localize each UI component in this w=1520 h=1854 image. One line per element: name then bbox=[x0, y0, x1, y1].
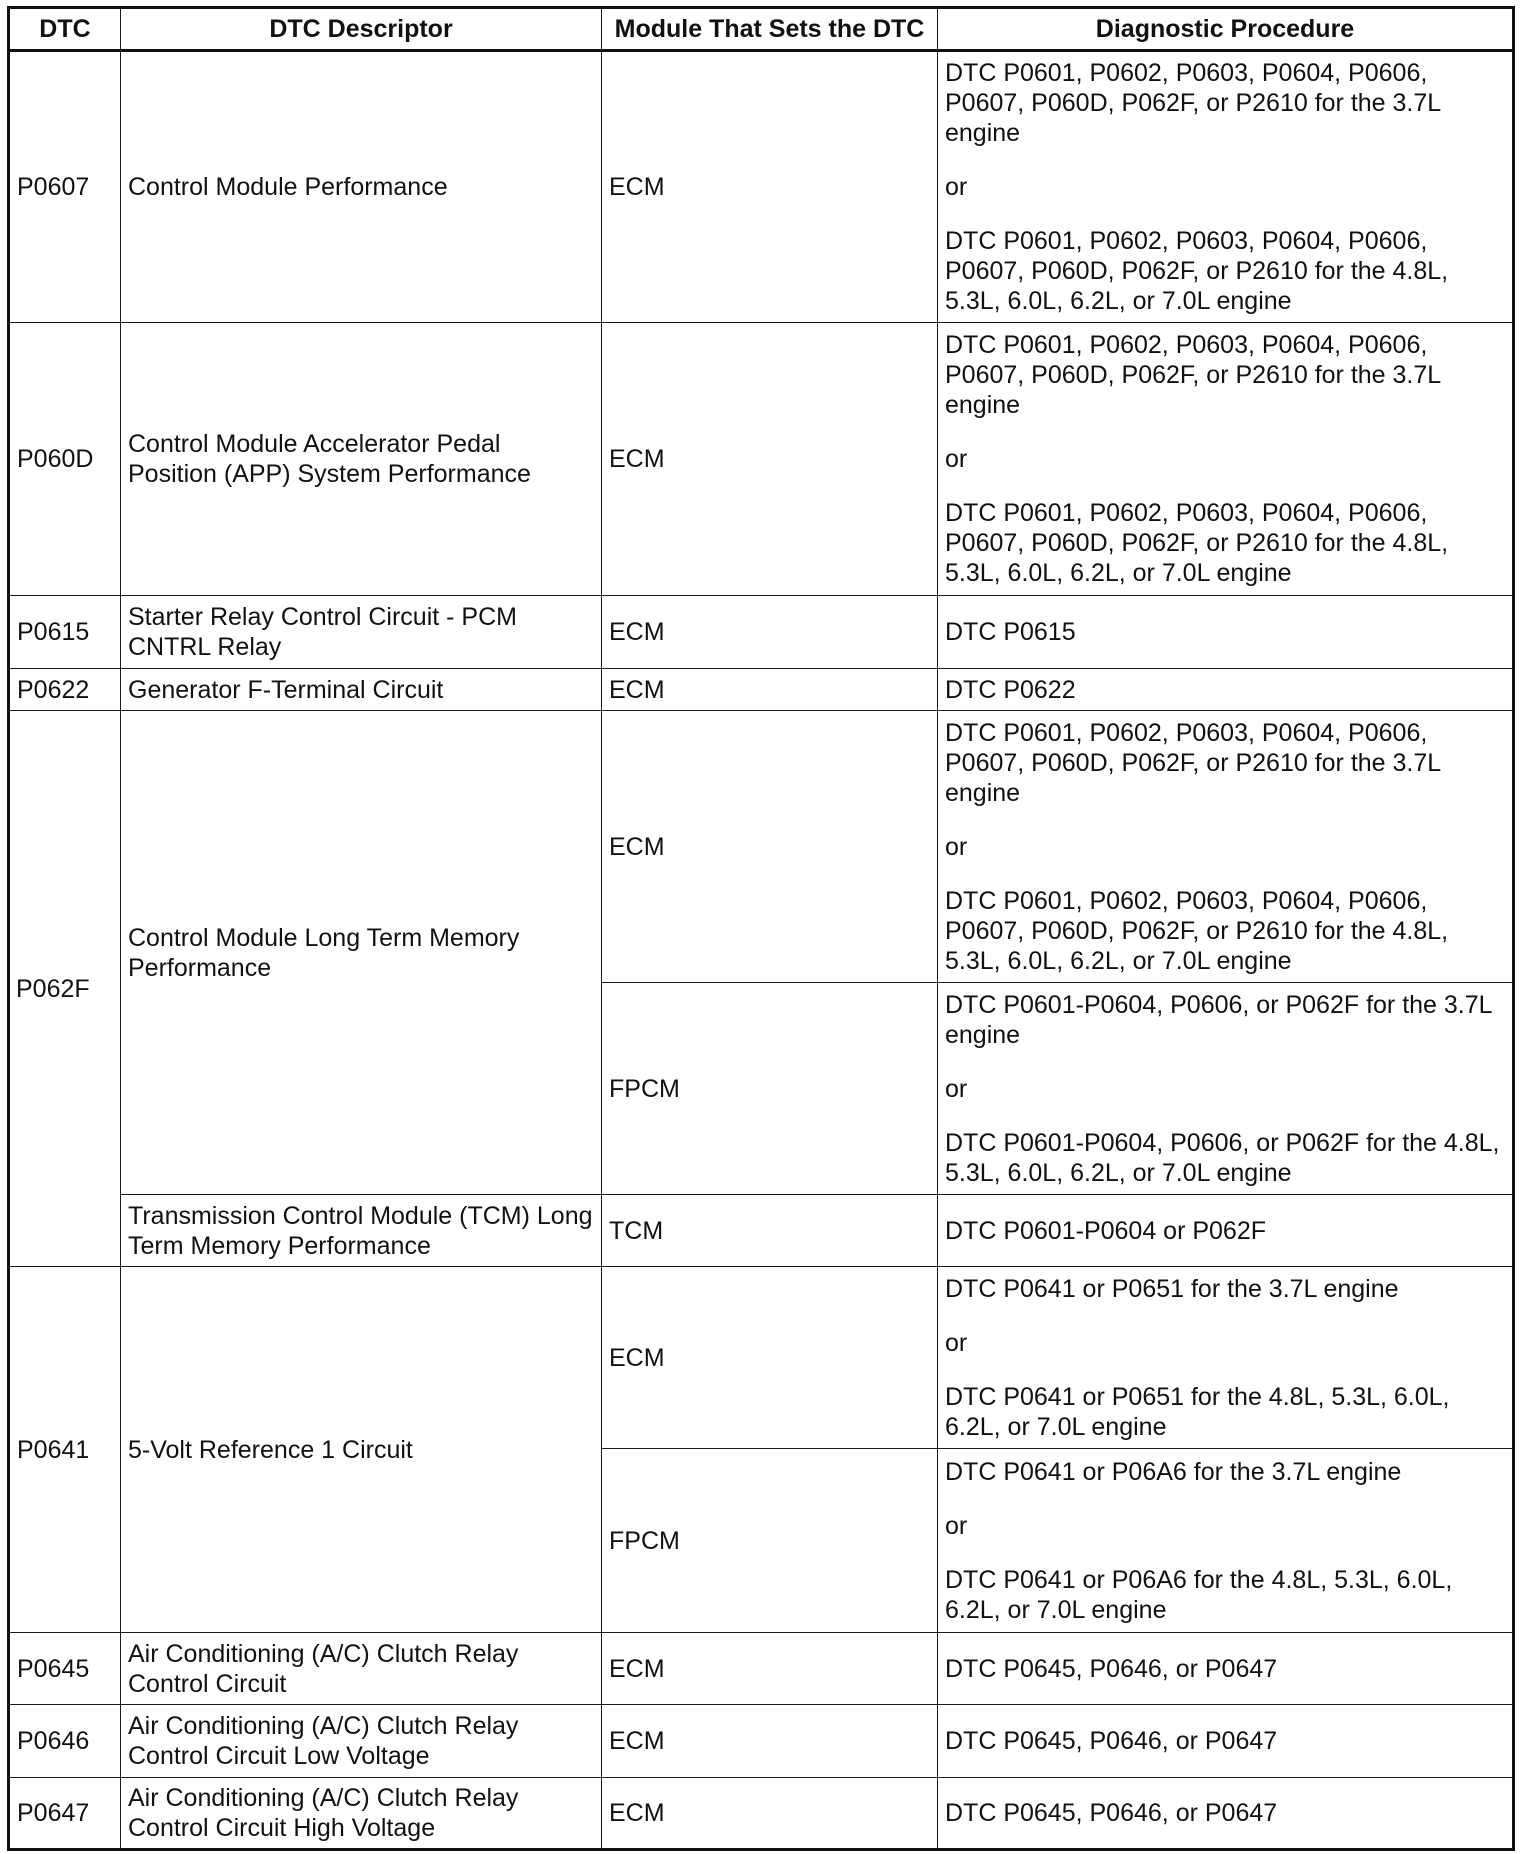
procedure-text: DTC P0601, P0602, P0603, P0604, P0606, P0607, P060D, P062F, or P2610 for the 3.7L engine bbox=[945, 331, 1441, 419]
module-name: ECM bbox=[602, 1633, 938, 1705]
procedure-or: or bbox=[945, 173, 968, 201]
module-name: FPCM bbox=[602, 983, 938, 1195]
dtc-descriptor: Air Conditioning (A/C) Clutch Relay Control Circuit Low Voltage bbox=[121, 1705, 602, 1778]
module-name: ECM bbox=[602, 669, 938, 711]
procedure-text: DTC P0641 or P06A6 for the 3.7L engine bbox=[945, 1457, 1402, 1486]
diagnostic-procedure: DTC P0645, P0646, or P0647 bbox=[938, 1705, 1514, 1778]
header-descriptor: DTC Descriptor bbox=[121, 8, 602, 51]
dtc-descriptor: Generator F-Terminal Circuit bbox=[121, 669, 602, 711]
dtc-code: P062F bbox=[9, 711, 121, 1267]
dtc-code: P0641 bbox=[9, 1267, 121, 1633]
procedure-text: DTC P0601, P0602, P0603, P0604, P0606, P0607, P060D, P062F, or P2610 for the 3.7L engine bbox=[945, 718, 1441, 807]
procedure-or: or bbox=[945, 1074, 968, 1103]
table-row bbox=[9, 1705, 1514, 1778]
diagnostic-procedure bbox=[938, 983, 1514, 1195]
table-row bbox=[9, 669, 1514, 711]
module-name: ECM bbox=[602, 1705, 938, 1778]
dtc-table bbox=[7, 6, 1515, 1851]
table-row bbox=[9, 1778, 1514, 1850]
table-row bbox=[9, 1633, 1514, 1705]
procedure-text: DTC P0601, P0602, P0603, P0604, P0606, P0607, P060D, P062F, or P2610 for the 4.8L, 5.3L, 6.0L, 6.2L, or 7.0L engine bbox=[945, 499, 1449, 587]
diagnostic-procedure: DTC P0615 bbox=[938, 596, 1514, 669]
diagnostic-procedure bbox=[938, 1267, 1514, 1449]
diagnostic-procedure bbox=[938, 1449, 1514, 1633]
table-header-row bbox=[9, 8, 1514, 51]
module-name: ECM bbox=[602, 1778, 938, 1850]
procedure-text: DTC P0641 or P0651 for the 3.7L engine bbox=[945, 1274, 1399, 1303]
procedure-text: DTC P0641 or P0651 for the 4.8L, 5.3L, 6.0L, 6.2L, or 7.0L engine bbox=[945, 1382, 1450, 1441]
dtc-code: P0622 bbox=[9, 669, 121, 711]
dtc-descriptor: Control Module Accelerator Pedal Position (APP) System Performance bbox=[121, 323, 602, 596]
table-row bbox=[9, 711, 1514, 983]
procedure-text: DTC P0601, P0602, P0603, P0604, P0606, P0607, P060D, P062F, or P2610 for the 4.8L, 5.3L, 6.0L, 6.2L, or 7.0L engine bbox=[945, 227, 1449, 315]
header-procedure: Diagnostic Procedure bbox=[938, 8, 1514, 51]
diagnostic-procedure bbox=[938, 711, 1514, 983]
diagnostic-procedure: DTC P0645, P0646, or P0647 bbox=[938, 1778, 1514, 1850]
procedure-text: DTC P0641 or P06A6 for the 4.8L, 5.3L, 6.0L, 6.2L, or 7.0L engine bbox=[945, 1565, 1453, 1624]
table-row bbox=[9, 51, 1514, 323]
procedure-text: DTC P0601-P0604, P0606, or P062F for the 4.8L, 5.3L, 6.0L, 6.2L, or 7.0L engine bbox=[945, 1128, 1500, 1187]
dtc-code: P0647 bbox=[9, 1778, 121, 1850]
module-name: ECM bbox=[602, 323, 938, 596]
header-module: Module That Sets the DTC bbox=[602, 8, 938, 51]
module-name: ECM bbox=[602, 51, 938, 323]
table-row bbox=[9, 1267, 1514, 1449]
dtc-code: P0615 bbox=[9, 596, 121, 669]
diagnostic-procedure bbox=[938, 323, 1514, 596]
dtc-descriptor: Air Conditioning (A/C) Clutch Relay Control Circuit High Voltage bbox=[121, 1778, 602, 1850]
dtc-code: P0646 bbox=[9, 1705, 121, 1778]
dtc-descriptor: Control Module Performance bbox=[121, 51, 602, 323]
module-name: ECM bbox=[602, 1267, 938, 1449]
table-row bbox=[9, 323, 1514, 596]
module-name: ECM bbox=[602, 711, 938, 983]
dtc-descriptor: Control Module Long Term Memory Performance bbox=[121, 711, 602, 1195]
dtc-descriptor: Transmission Control Module (TCM) Long Term Memory Performance bbox=[121, 1195, 602, 1267]
header-dtc: DTC bbox=[9, 8, 121, 51]
diagnostic-procedure: DTC P0622 bbox=[938, 669, 1514, 711]
procedure-or: or bbox=[945, 832, 968, 861]
procedure-or: or bbox=[945, 1511, 968, 1540]
table-row bbox=[9, 596, 1514, 669]
dtc-descriptor: Air Conditioning (A/C) Clutch Relay Control Circuit bbox=[121, 1633, 602, 1705]
procedure-or: or bbox=[945, 1328, 968, 1357]
procedure-or: or bbox=[945, 445, 968, 473]
dtc-code: P0645 bbox=[9, 1633, 121, 1705]
dtc-descriptor: Starter Relay Control Circuit - PCM CNTRL Relay bbox=[121, 596, 602, 669]
diagnostic-procedure: DTC P0645, P0646, or P0647 bbox=[938, 1633, 1514, 1705]
module-name: TCM bbox=[602, 1195, 938, 1267]
diagnostic-procedure bbox=[938, 51, 1514, 323]
module-name: FPCM bbox=[602, 1449, 938, 1633]
dtc-code: P0607 bbox=[9, 51, 121, 323]
procedure-text: DTC P0601, P0602, P0603, P0604, P0606, P0607, P060D, P062F, or P2610 for the 3.7L engine bbox=[945, 59, 1441, 147]
dtc-code: P060D bbox=[9, 323, 121, 596]
procedure-text: DTC P0601, P0602, P0603, P0604, P0606, P0607, P060D, P062F, or P2610 for the 4.8L, 5.3L, 6.0L, 6.2L, or 7.0L engine bbox=[945, 886, 1449, 975]
dtc-descriptor: 5-Volt Reference 1 Circuit bbox=[121, 1267, 602, 1633]
procedure-text: DTC P0601-P0604, P0606, or P062F for the 3.7L engine bbox=[945, 990, 1492, 1049]
diagnostic-procedure: DTC P0601-P0604 or P062F bbox=[938, 1195, 1514, 1267]
table-row bbox=[9, 1195, 1514, 1267]
module-name: ECM bbox=[602, 596, 938, 669]
